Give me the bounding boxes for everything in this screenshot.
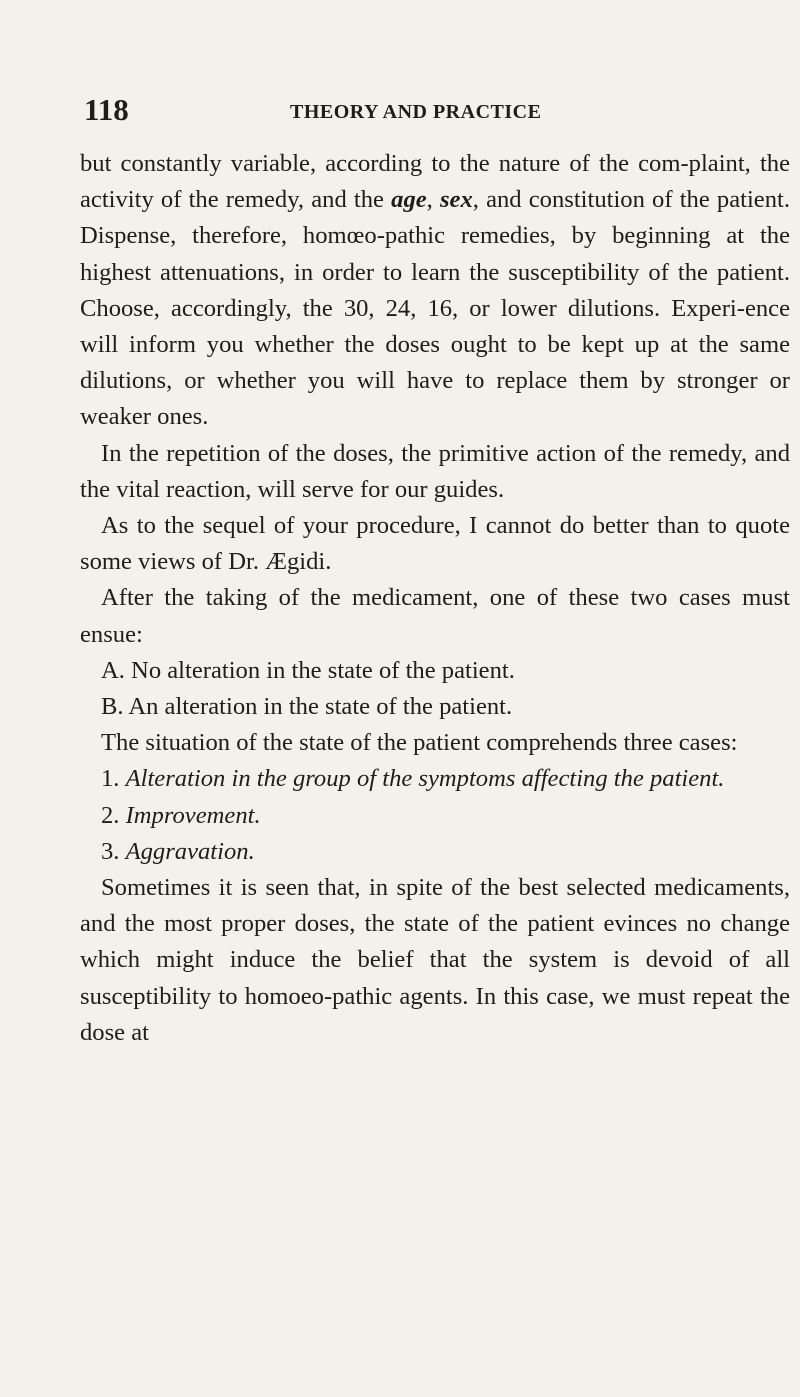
list-item-3: 3. Aggravation. <box>101 837 255 865</box>
paragraph-6: Sometimes it is seen that, in spite of the best selected medicaments, and the most proper doses, the state of the patient evinces no change which might induce the belief that the system is devoid of all susceptibility to homoeo-pathic agents. In this case, we must repeat the dose at <box>80 874 790 1046</box>
page-body <box>80 146 790 1051</box>
paragraph-4: After the taking of the medicament, one of these two cases must ensue: <box>80 584 790 648</box>
emphasis-sex: sex <box>439 186 473 214</box>
page-header <box>84 92 784 132</box>
paragraph-5: The situation of the state of the patient comprehends three cases: <box>101 729 738 757</box>
list-item-1: 1. Alteration in the group of the symptoms affecting the patient. <box>101 765 725 793</box>
paragraph-1: but constantly variable, according to the nature of the com-plaint, the activity of the remedy, and the age, sex, and constitution of the patient. Dispense, therefore, homœo-pathic remedies, by beginning at the highest attenuations, in order to learn the susceptibility of the patient. Choose, accordingly, the 30, 24, 16, or lower dilutions. Experi-ence will inform you whether the doses ought to be kept up at the same dilutions, or whether you will have to replace them by stronger or weaker ones. <box>80 150 790 431</box>
page-number: 118 <box>84 92 129 127</box>
running-head: THEORY AND PRACTICE <box>290 101 542 123</box>
case-b: B. An alteration in the state of the patient. <box>101 693 513 721</box>
list-item-2: 2. Improvement. <box>101 801 261 829</box>
paragraph-3: As to the sequel of your procedure, I cannot do better than to quote some views of Dr. Ægidi. <box>80 512 790 576</box>
emphasis-age: age <box>391 186 427 214</box>
paragraph-2: In the repetition of the doses, the primitive action of the remedy, and the vital reaction, will serve for our guides. <box>80 439 790 503</box>
case-a: A. No alteration in the state of the patient. <box>101 656 515 684</box>
